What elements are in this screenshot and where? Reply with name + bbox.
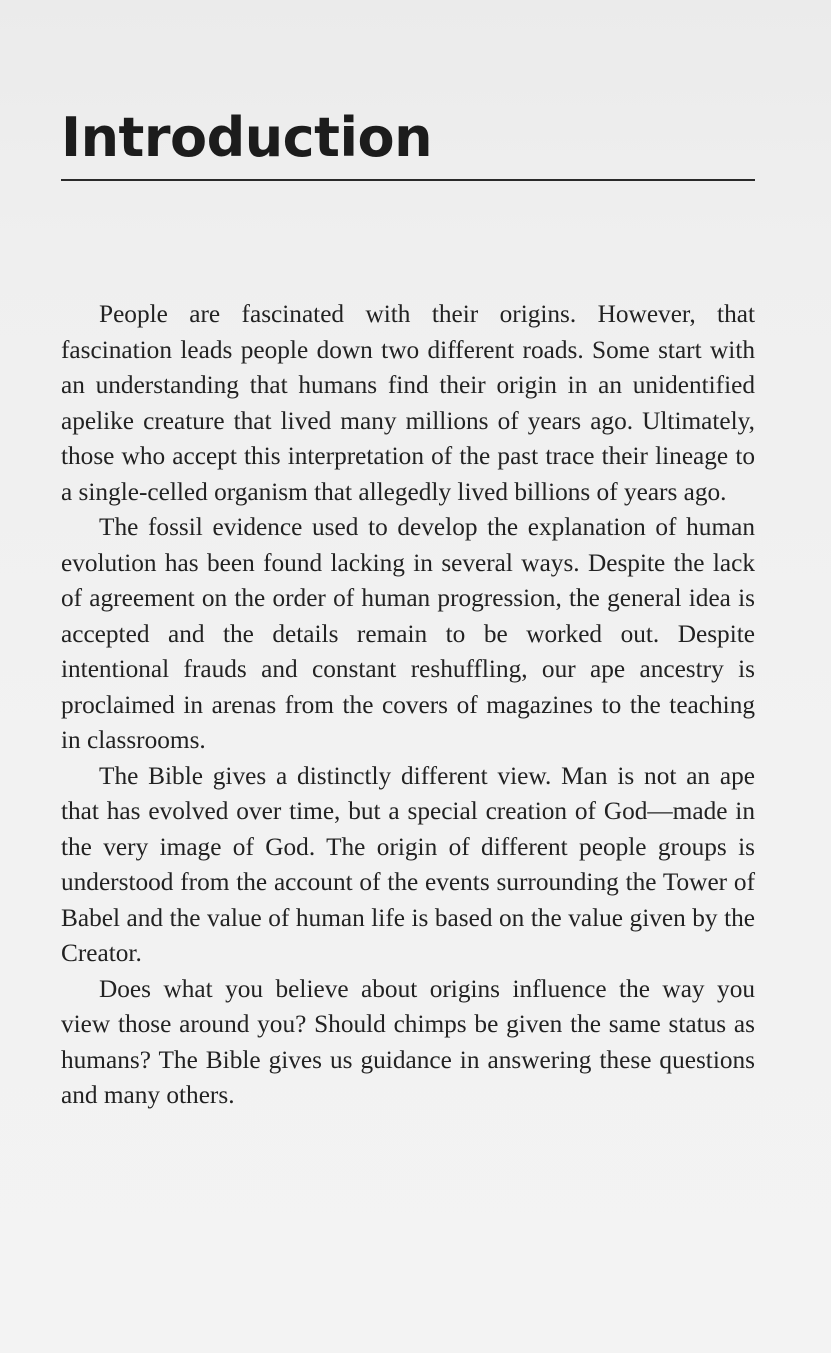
paragraph-3: The Bible gives a distinctly different view. Man is not an ape that has evolved over time, but a special creation of God—made in the very image of God. The origin of different people groups is understood from the account of the events surrounding the Tower of Babel and the value of human life is based on the value given by the Creator. xyxy=(61,761,755,967)
paragraph-2: The fossil evidence used to develop the explanation of human evolution has been found lacking in several ways. Despite the lack of agreement on the order of human progression, the general idea is accepted and the details remain to be worked out. Despite intentional frauds and constant reshuffling, our ape ancestry is proclaimed in arenas from the covers of magazines to the teaching in classrooms. xyxy=(61,513,755,754)
paragraph-4: Does what you believe about origins influence the way you view those around you? Should chimps be given the same status as humans? The Bible gives us guidance in answering these questions and many others. xyxy=(61,974,755,1109)
body-text xyxy=(61,297,755,1114)
chapter-heading: Introduction xyxy=(61,106,433,169)
paragraph-1: People are fascinated with their origins. However, that fascination leads people down two different roads. Some start with an understanding that humans find their origin in an unidentified apelike creature that lived many millions of years ago. Ultimately, those who accept this interpretation of the past trace their lineage to a single-celled organism that allegedly lived billions of years ago. xyxy=(61,300,755,506)
heading-rule xyxy=(61,179,755,181)
